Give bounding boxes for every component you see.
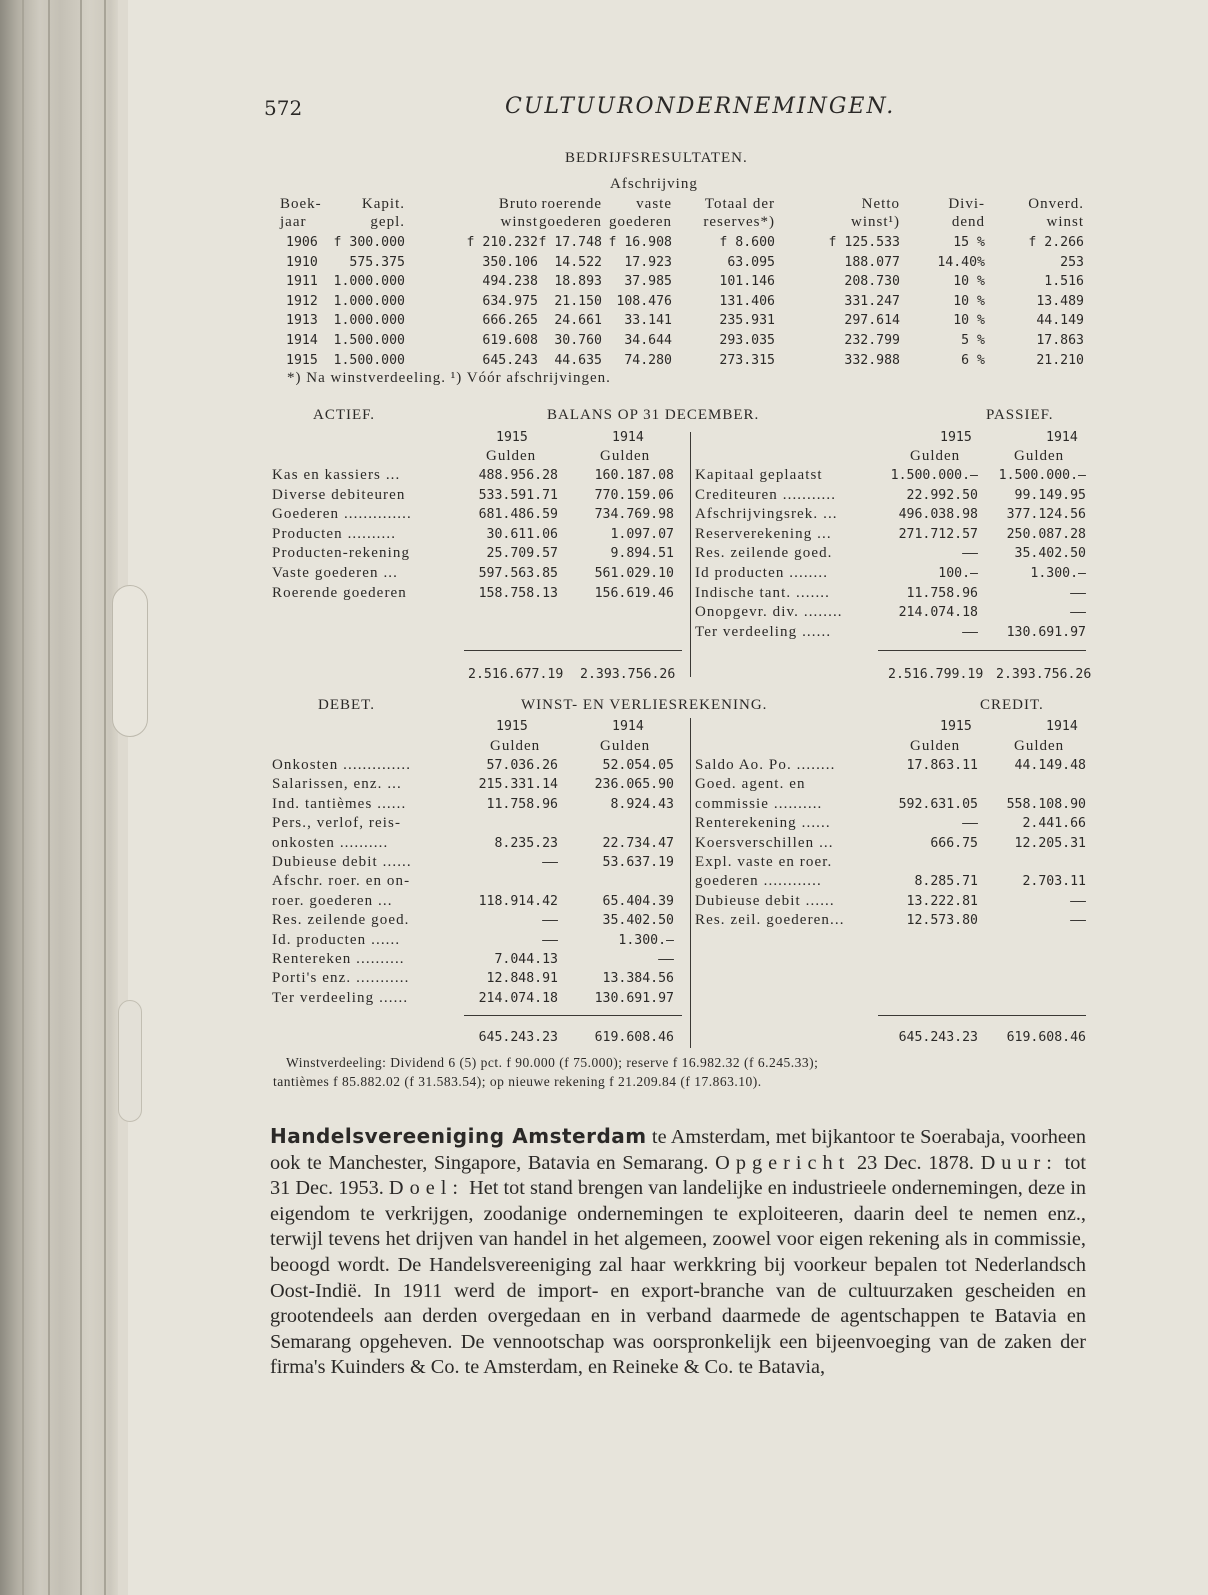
debit-row-label: Res. zeilende goed. <box>272 912 410 929</box>
asset-row-value-1914: 734.769.98 <box>594 507 674 523</box>
results-cell: 634.975 <box>482 293 538 309</box>
liability-row-value-1914: 130.691.97 <box>1006 624 1086 640</box>
credit-row-label: Renterekening ...... <box>695 815 831 832</box>
results-column-header-top: Netto <box>861 196 900 212</box>
balance-year-b-left: 1914 <box>612 430 644 445</box>
results-cell: 18.893 <box>554 274 602 290</box>
asset-row-label: Diverse debiteuren <box>272 486 406 503</box>
liability-row-label: Kapitaal geplaatst <box>695 467 823 483</box>
pl-right-label: CREDIT. <box>980 697 1044 713</box>
results-cell: 1.000.000 <box>333 293 405 309</box>
liability-row-value-1915: 22.992.50 <box>906 487 978 503</box>
debit-row-value-1915: —— <box>542 932 558 948</box>
balance-left-label: ACTIEF. <box>313 407 376 423</box>
balance-year-b-right: 1914 <box>1046 430 1078 445</box>
debit-row-label: Ter verdeeling ...... <box>272 989 409 1006</box>
results-cell: 297.614 <box>844 313 900 329</box>
liability-row-label: Indische tant. ....... <box>695 584 831 601</box>
balance-unit-a-left: Gulden <box>486 448 537 464</box>
results-cell: 1.500.000 <box>333 333 405 348</box>
pl-left-label: DEBET. <box>318 697 375 713</box>
results-cell: 44.635 <box>554 352 602 368</box>
liability-row-label: Id producten ........ <box>695 565 829 581</box>
results-cell: 108.476 <box>616 293 672 309</box>
results-cell: 14.40% <box>937 254 985 270</box>
pl-total-left-a: 645.243.23 <box>478 1030 558 1045</box>
pl-total-right-b: 619.608.46 <box>1006 1030 1086 1045</box>
results-cell: 10 % <box>953 293 985 309</box>
debit-row-value-1914: 130.691.97 <box>594 990 674 1006</box>
results-cell: f 2.266 <box>1028 235 1084 250</box>
asset-row-value-1914: 156.619.46 <box>594 585 674 601</box>
results-cell: 575.375 <box>349 254 405 270</box>
debit-row-label: Ind. tantièmes ...... <box>272 795 407 812</box>
asset-row-value-1914: 1.097.07 <box>610 526 674 542</box>
results-cell: 1915 <box>286 352 318 368</box>
results-cell: 208.730 <box>844 274 900 290</box>
pl-total-rule-right <box>878 1015 1086 1016</box>
pl-unit-b-right: Gulden <box>1014 738 1065 754</box>
pl-year-b-right: 1914 <box>1046 719 1078 734</box>
results-cell: 1.000.000 <box>333 313 405 329</box>
debit-row-value-1914: 52.054.05 <box>602 758 674 773</box>
results-cell: 30.760 <box>554 333 602 348</box>
asset-row-value-1915: 30.611.06 <box>486 526 558 542</box>
balance-total-left-a: 2.516.677.19 <box>468 667 564 682</box>
credit-row-label: Goed. agent. en <box>695 776 806 793</box>
results-cell: 10 % <box>953 274 985 290</box>
debit-row-value-1915: 8.235.23 <box>494 835 558 851</box>
pl-unit-a-left: Gulden <box>490 738 541 754</box>
balance-year-a-right: 1915 <box>940 430 972 445</box>
results-cell: 21.150 <box>554 293 602 309</box>
spine-edge <box>48 0 50 1595</box>
credit-row-value-1915: 17.863.11 <box>906 758 978 773</box>
pl-year-b-left: 1914 <box>612 719 644 734</box>
balance-total-rule-left <box>464 650 682 651</box>
asset-row-value-1914: 160.187.08 <box>594 468 674 483</box>
liability-row-value-1915: 100.— <box>938 566 978 581</box>
credit-row-value-1914: 12.205.31 <box>1014 835 1086 851</box>
results-cell: 293.035 <box>719 333 775 348</box>
balance-unit-a-right: Gulden <box>910 448 961 464</box>
credit-row-value-1915: 8.285.71 <box>914 874 978 890</box>
results-cell: 1912 <box>286 293 318 309</box>
liability-row-value-1914: 377.124.56 <box>1006 507 1086 523</box>
results-cell: 645.243 <box>482 352 538 368</box>
results-footnote: *) Na winstverdeeling. ¹) Vóór afschrijvingen. <box>287 370 611 386</box>
results-cell: f 125.533 <box>828 235 900 250</box>
liability-row-label: Afschrijvingsrek. ... <box>695 506 838 523</box>
debit-row-value-1915: —— <box>542 913 558 929</box>
debit-row-value-1915: 11.758.96 <box>486 796 558 812</box>
profit-distribution-line-2: tantièmes f 85.882.02 (f 31.583.54); op nieuwe rekening f 21.209.84 (f 17.863.10). <box>273 1074 762 1089</box>
results-cell: 332.988 <box>844 352 900 368</box>
results-column-header-bottom: gepl. <box>370 214 405 230</box>
founded-label: Opgericht <box>715 1151 851 1174</box>
results-cell: 74.280 <box>624 352 672 368</box>
results-title: BEDRIJFSRESULTATEN. <box>565 150 748 166</box>
results-cell: 21.210 <box>1036 352 1084 368</box>
book-spine <box>0 0 118 1595</box>
pl-year-a-right: 1915 <box>940 719 972 734</box>
results-cell: 15 % <box>953 235 985 250</box>
balance-year-a-left: 1915 <box>496 430 528 445</box>
balance-total-left-b: 2.393.756.26 <box>580 667 676 682</box>
debit-row-value-1914: 35.402.50 <box>602 913 674 929</box>
debit-row-label: Salarissen, enz. ... <box>272 776 402 793</box>
company-intro: te Amsterdam, met bijkantoor te Soerabaja, voorheen ook te Manchester, Singapore, Batavia en Semarang. <box>270 1126 1086 1174</box>
results-cell: f 210.232 <box>466 235 538 250</box>
credit-row-value-1914: 2.703.11 <box>1022 874 1086 890</box>
results-cell: 63.095 <box>727 254 775 270</box>
results-cell: f 8.600 <box>719 235 775 250</box>
pl-title: WINST- EN VERLIESREKENING. <box>521 697 768 713</box>
duration-value: tot 31 Dec. 1953. <box>270 1151 1087 1200</box>
pl-total-right-a: 645.243.23 <box>898 1030 978 1045</box>
liability-row-value-1915: —— <box>962 546 978 562</box>
debit-row-value-1915: 7.044.13 <box>494 952 558 967</box>
debit-row-value-1914: 236.065.90 <box>594 777 674 793</box>
results-column-header-bottom: goederen <box>609 214 672 230</box>
results-cell: 1.500.000 <box>333 352 405 368</box>
credit-row-label: Dubieuse debit ...... <box>695 892 835 909</box>
debit-row-label: Afschr. roer. en on- <box>272 873 411 890</box>
results-cell: 1.516 <box>1044 274 1084 290</box>
results-cell: 494.238 <box>482 274 538 290</box>
debit-row-value-1914: —— <box>658 952 674 967</box>
credit-row-value-1915: 13.222.81 <box>906 893 978 909</box>
debit-row-label: Id. producten ...... <box>272 931 401 948</box>
results-cell: 232.799 <box>844 333 900 348</box>
results-cell: 17.863 <box>1036 333 1084 348</box>
debit-row-value-1915: 214.074.18 <box>478 990 558 1006</box>
results-cell: 24.661 <box>554 313 602 329</box>
liability-row-label: Crediteuren ........... <box>695 486 837 503</box>
pl-total-rule-left <box>464 1015 682 1016</box>
debit-row-value-1915: 57.036.26 <box>486 758 558 773</box>
results-cell: 10 % <box>953 313 985 329</box>
results-group-header: Afschrijving <box>610 176 698 192</box>
liability-row-label: Ter verdeeling ...... <box>695 623 832 640</box>
debit-row-value-1914: 22.734.47 <box>602 835 674 851</box>
balance-unit-b-left: Gulden <box>600 448 651 464</box>
results-cell: 37.985 <box>624 274 672 290</box>
balance-right-label: PASSIEF. <box>986 407 1054 423</box>
credit-row-value-1915: 592.631.05 <box>898 796 978 812</box>
asset-row-value-1915: 25.709.57 <box>486 546 558 562</box>
founded-date: 23 Dec. 1878. <box>850 1151 981 1174</box>
duration-label: Duur: <box>980 1151 1058 1174</box>
asset-row-value-1915: 533.591.71 <box>478 487 558 503</box>
results-cell: 5 % <box>961 333 985 348</box>
balance-total-right-b: 2.393.756.26 <box>996 667 1092 682</box>
asset-row-value-1914: 770.159.06 <box>594 487 674 503</box>
liability-row-value-1915: 271.712.57 <box>898 526 978 542</box>
credit-row-label: Saldo Ao. Po. ........ <box>695 757 836 773</box>
results-cell: 101.146 <box>719 274 775 290</box>
results-cell: f 17.748 <box>538 235 602 250</box>
results-cell: f 300.000 <box>333 235 405 250</box>
asset-row-value-1915: 488.956.28 <box>478 468 558 483</box>
debit-row-label: Rentereken .......... <box>272 951 405 967</box>
debit-row-label: Dubieuse debit ...... <box>272 854 412 870</box>
results-cell: 33.141 <box>624 313 672 329</box>
liability-row-label: Reserverekening ... <box>695 525 832 542</box>
balance-total-rule-right <box>878 650 1086 651</box>
debit-row-value-1915: 12.848.91 <box>486 971 558 987</box>
results-cell: 1914 <box>286 333 318 348</box>
results-column-header-top: Totaal der <box>704 196 775 212</box>
asset-row-value-1915: 597.563.85 <box>478 566 558 581</box>
asset-row-label: Vaste goederen ... <box>272 565 399 581</box>
balance-title: BALANS OP 31 DECEMBER. <box>547 407 760 423</box>
debit-row-label: Onkosten .............. <box>272 757 412 773</box>
debit-row-label: Porti's enz. ........... <box>272 970 410 987</box>
balance-unit-b-right: Gulden <box>1014 448 1065 464</box>
liability-row-value-1914: 1.500.000.— <box>998 468 1086 483</box>
liability-row-value-1915: 214.074.18 <box>898 605 978 621</box>
results-cell: 666.265 <box>482 313 538 329</box>
pl-divider <box>690 718 691 1048</box>
results-cell: 350.106 <box>482 254 538 270</box>
debit-row-value-1914: 53.637.19 <box>602 855 674 870</box>
results-cell: 619.608 <box>482 333 538 348</box>
results-cell: 188.077 <box>844 254 900 270</box>
binding-ring <box>118 1000 142 1122</box>
article-body: Het tot stand brengen van landelijke en industrieele ondernemingen, deze in eigendom te verkrijgen, zoodanige ondernemingen te exploiteeren, daarin deel te nemen enz., terwijl tevens het drijven van handel in het algemeen, zoowel voor eigen rekening als in commissie, beoogd wordt. De Handelsvereeniging zal haar werkkring bij voorkeur bepalen tot Nederlandsch Oost-Indië. In 1911 werd de import- en export-branche van de cultuurzaken gescheiden en grootendeels aan derden overgedaan en in verband daarmede de agentschappen te Batavia en Semarang opgeheven. De vennootschap was oorspronkelijk een bijeenvoeging van de zaken der firma's Kuinders & Co. te Amsterdam, en Reineke & Co. te Batavia, <box>270 1177 1086 1379</box>
liability-row-value-1914: —— <box>1070 605 1086 621</box>
liability-row-value-1914: 250.087.28 <box>1006 526 1086 542</box>
results-column-header-top: roerende <box>541 196 602 212</box>
credit-row-label: Expl. vaste en roer. <box>695 854 833 870</box>
results-column-header-bottom: dend <box>951 214 985 230</box>
debit-row-label: onkosten .......... <box>272 834 389 851</box>
results-cell: 1906 <box>286 235 318 250</box>
liability-row-value-1914: —— <box>1070 585 1086 601</box>
goal-label: Doel: <box>388 1177 464 1200</box>
results-column-header-bottom: goederen <box>539 214 602 230</box>
results-cell: 131.406 <box>719 293 775 309</box>
results-cell: 273.315 <box>719 352 775 368</box>
balance-divider <box>690 432 691 677</box>
results-column-header-top: Bruto <box>498 196 538 212</box>
running-title: CULTUURONDERNEMINGEN. <box>505 94 896 119</box>
profit-distribution-line-1: Winstverdeeling: Dividend 6 (5) pct. f 90.000 (f 75.000); reserve f 16.982.32 (f 6.245.33); <box>286 1055 819 1070</box>
debit-row-value-1914: 1.300.— <box>618 932 674 948</box>
results-column-header-top: vaste <box>636 196 672 212</box>
asset-row-label: Kas en kassiers ... <box>272 467 401 483</box>
results-column-header-bottom: winst <box>1046 214 1084 230</box>
results-cell: 1910 <box>286 254 318 270</box>
results-cell: f 16.908 <box>608 235 672 250</box>
asset-row-value-1915: 158.758.13 <box>478 585 558 601</box>
asset-row-label: Producten-rekening <box>272 545 411 562</box>
spine-edge <box>104 0 106 1595</box>
pl-unit-a-right: Gulden <box>910 738 961 754</box>
debit-row-value-1915: 118.914.42 <box>478 893 558 909</box>
credit-row-value-1914: 2.441.66 <box>1022 816 1086 832</box>
results-column-header-bottom: winst <box>500 214 538 230</box>
results-column-header-top: Onverd. <box>1028 196 1084 212</box>
results-cell: 1913 <box>286 313 318 329</box>
liability-row-label: Onopgevr. div. ........ <box>695 604 843 621</box>
results-column-header-bottom: winst¹) <box>851 214 900 230</box>
liability-row-value-1915: —— <box>962 624 978 640</box>
results-column-header-top: Boek- <box>280 196 322 212</box>
results-cell: 44.149 <box>1036 313 1084 329</box>
credit-row-label: commissie .......... <box>695 795 823 812</box>
debit-row-value-1915: —— <box>542 855 558 870</box>
results-cell: 1.000.000 <box>333 274 405 290</box>
credit-row-value-1914: —— <box>1070 913 1086 929</box>
results-cell: 253 <box>1060 254 1084 270</box>
asset-row-value-1914: 9.894.51 <box>610 546 674 562</box>
debit-row-value-1914: 13.384.56 <box>602 971 674 987</box>
results-cell: 331.247 <box>844 293 900 309</box>
asset-row-value-1914: 561.029.10 <box>594 566 674 581</box>
debit-row-value-1915: 215.331.14 <box>478 777 558 793</box>
asset-row-value-1915: 681.486.59 <box>478 507 558 523</box>
asset-row-label: Goederen .............. <box>272 506 412 523</box>
liability-row-label: Res. zeilende goed. <box>695 545 833 562</box>
credit-row-value-1915: —— <box>962 816 978 832</box>
liability-row-value-1914: 1.300.— <box>1030 566 1086 581</box>
spine-edge <box>80 0 82 1595</box>
liability-row-value-1914: 99.149.95 <box>1014 487 1086 503</box>
asset-row-label: Roerende goederen <box>272 584 407 601</box>
company-name: Handelsvereeniging Amsterdam <box>270 1124 647 1148</box>
page-number: 572 <box>264 96 303 120</box>
credit-row-value-1915: 12.573.80 <box>906 913 978 929</box>
liability-row-value-1915: 11.758.96 <box>906 585 978 601</box>
results-column-header-top: Kapit. <box>361 196 405 212</box>
balance-total-right-a: 2.516.799.19 <box>888 667 984 682</box>
debit-row-label: Pers., verlof, reis- <box>272 815 402 832</box>
spine-edge <box>22 0 24 1595</box>
pl-year-a-left: 1915 <box>496 719 528 734</box>
results-cell: 34.644 <box>624 333 672 348</box>
results-cell: 14.522 <box>554 254 602 270</box>
debit-row-value-1914: 65.404.39 <box>602 893 674 909</box>
pl-unit-b-left: Gulden <box>600 738 651 754</box>
debit-row-value-1914: 8.924.43 <box>610 796 674 812</box>
debit-row-label: roer. goederen ... <box>272 892 393 909</box>
company-article <box>270 1124 1086 1381</box>
asset-row-label: Producten .......... <box>272 525 397 542</box>
liability-row-value-1915: 1.500.000.— <box>890 468 978 483</box>
results-cell: 235.931 <box>719 313 775 329</box>
results-column-header-top: Divi- <box>948 196 985 212</box>
results-column-header-bottom: jaar <box>280 214 307 230</box>
results-cell: 6 % <box>961 352 985 368</box>
pl-total-left-b: 619.608.46 <box>594 1030 674 1045</box>
credit-row-value-1915: 666.75 <box>930 835 978 851</box>
credit-row-value-1914: 44.149.48 <box>1014 758 1086 773</box>
credit-row-label: Koersverschillen ... <box>695 834 834 851</box>
results-cell: 1911 <box>286 274 318 290</box>
results-column-header-bottom: reserves*) <box>703 214 775 230</box>
liability-row-value-1915: 496.038.98 <box>898 507 978 523</box>
credit-row-label: Res. zeil. goederen... <box>695 912 845 929</box>
binding-ring <box>112 585 148 737</box>
credit-row-value-1914: —— <box>1070 893 1086 909</box>
credit-row-value-1914: 558.108.90 <box>1006 796 1086 812</box>
results-cell: 13.489 <box>1036 293 1084 309</box>
liability-row-value-1914: 35.402.50 <box>1014 546 1086 562</box>
credit-row-label: goederen ............ <box>695 873 822 890</box>
results-cell: 17.923 <box>624 254 672 270</box>
